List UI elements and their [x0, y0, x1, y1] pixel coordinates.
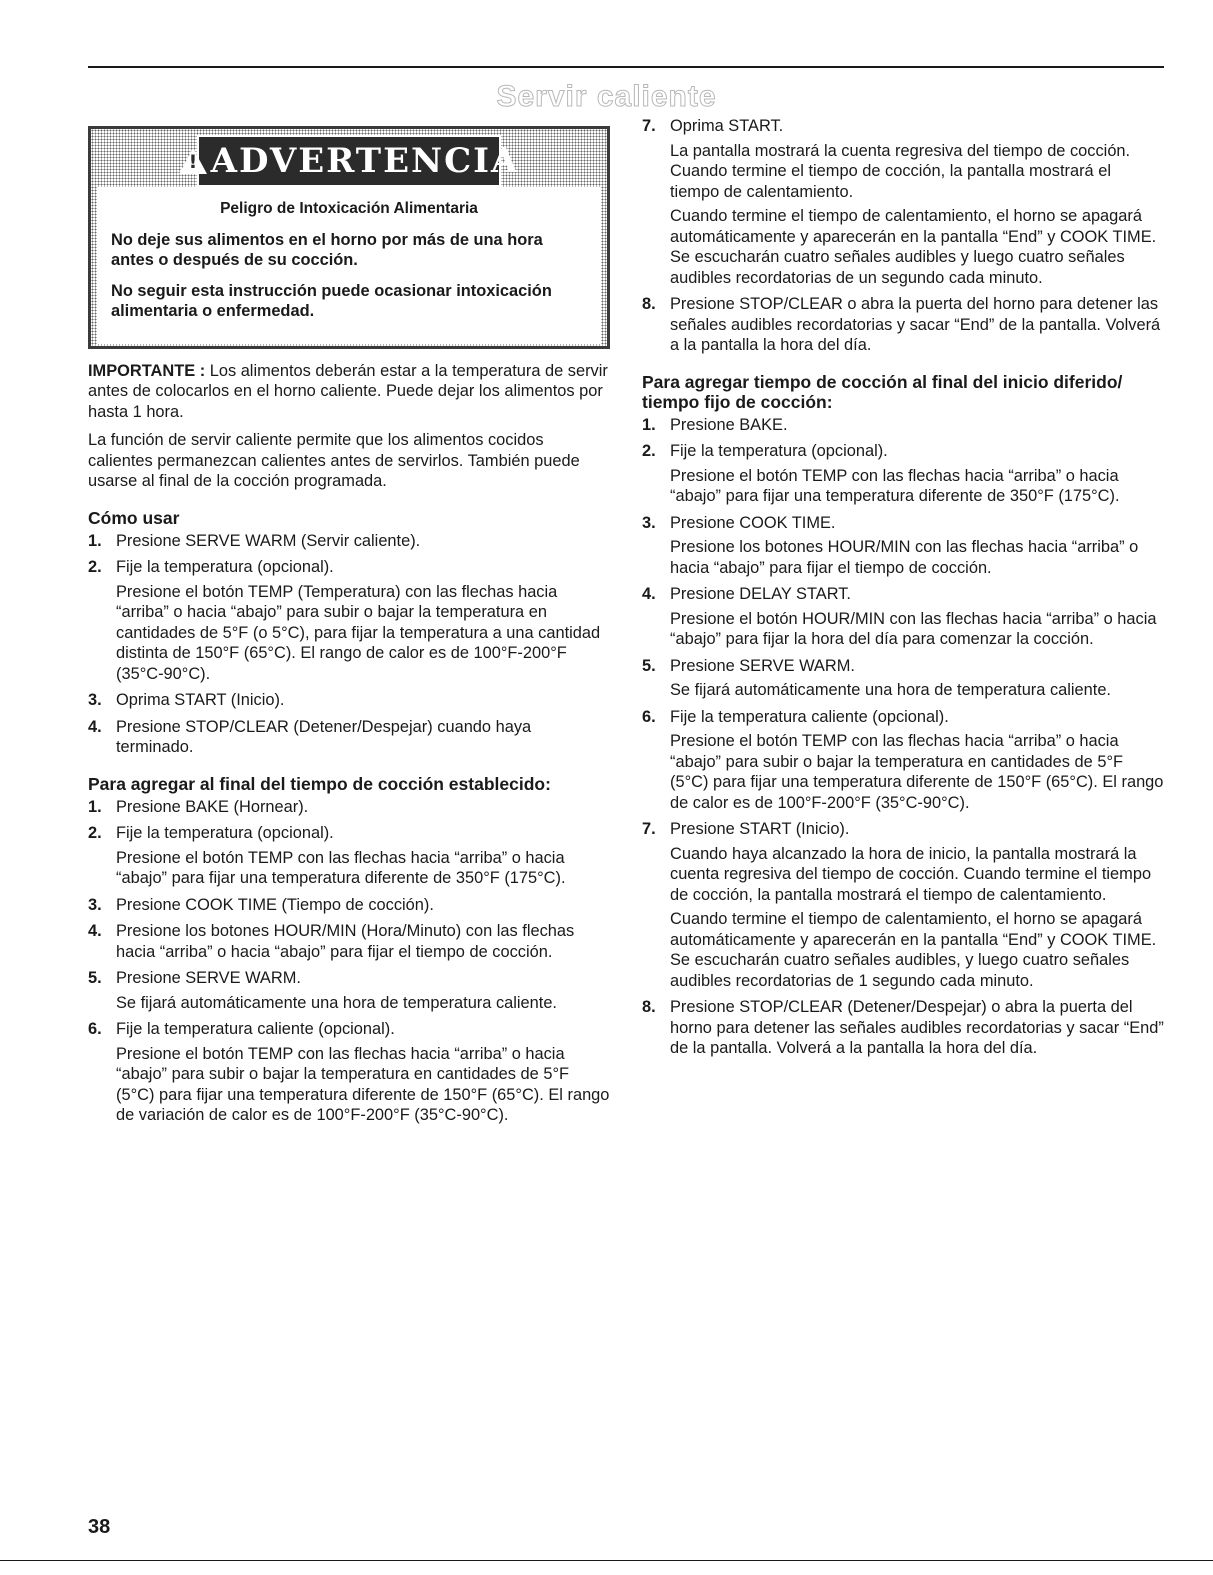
step-number: 1. [88, 531, 102, 550]
step-detail: Se fijará automáticamente una hora de temperatura caliente. [116, 993, 557, 1012]
step-number: 4. [642, 585, 656, 603]
list-item [88, 690, 610, 711]
step-detail: Presione el botón TEMP con las flechas hacia “arriba” o hacia “abajo” para fijar una temperatura diferente de 350°F (175°C). [670, 466, 1120, 505]
step-text: Presione los botones HOUR/MIN (Hora/Minuto) con las flechas hacia “arriba” o hacia “abajo” para fijar el tiempo de cocción. [116, 922, 575, 961]
list-item [642, 513, 1164, 579]
steps-list-inicio-diferido [642, 415, 1164, 1059]
step-number: 8. [642, 998, 656, 1016]
step-text: Oprima START (Inicio). [116, 691, 285, 709]
step-number: 7. [642, 117, 656, 135]
top-rule [88, 66, 1164, 68]
right-column [642, 116, 1164, 1065]
step-text: Oprima START. [670, 117, 784, 135]
step-text: Presione SERVE WARM (Servir caliente). [116, 531, 421, 550]
step-text: Presione STOP/CLEAR (Detener/Despejar) o abra la puerta del horno para detener las señales audibles recordatorias y sacar “End” de la pantalla. Volverá a la pantalla la hora del día. [670, 998, 1164, 1057]
list-item [88, 717, 610, 758]
step-text: Fije la temperatura (opcional). [116, 824, 334, 842]
step-number: 7. [642, 820, 656, 838]
step-text: Fije la temperatura (opcional). [116, 558, 334, 576]
step-number: 2. [642, 442, 656, 460]
list-item [88, 557, 610, 684]
step-text: Presione BAKE. [670, 415, 788, 434]
step-detail: Cuando termine el tiempo de calentamiento, el horno se apagará automáticamente y aparecerán en la pantalla “End” y COOK TIME. Se escucharán cuatro señales audibles y luego cuatro señales audibles recordatorias de un segundo cada minuto. [670, 207, 1157, 287]
list-item [642, 707, 1164, 814]
step-text: Presione STOP/CLEAR o abra la puerta del horno para detener las señales audibles recordatorias y sacar “End” de la pantalla. Volverá a la pantalla la hora del día. [670, 295, 1161, 354]
step-detail: La pantalla mostrará la cuenta regresiva del tiempo de cocción. Cuando termine el tiempo de cocción, la pantalla mostrará el tiempo de calentamiento. [670, 141, 1131, 201]
step-number: 2. [88, 824, 102, 842]
warning-text-1: No deje sus alimentos en el horno por más de una hora antes o después de su cocción. [111, 230, 543, 269]
section-heading-inicio-diferido: Para agregar tiempo de cocción al final del inicio diferido/ tiempo fijo de cocción: [642, 371, 1123, 412]
step-number: 3. [642, 513, 656, 532]
step-text: Presione DELAY START. [670, 585, 851, 603]
steps-list-final-tiempo-continued [642, 116, 1164, 356]
list-item [88, 895, 610, 916]
step-number: 1. [88, 797, 102, 816]
step-detail: Cuando haya alcanzado la hora de inicio, la pantalla mostrará la cuenta regresiva del tiempo de cocción. Cuando termine el tiempo de cocción, la pantalla mostrará el tiempo de calentamiento. [670, 844, 1152, 904]
list-item [642, 441, 1164, 507]
step-number: 3. [88, 691, 102, 709]
list-item [642, 819, 1164, 991]
page-title: Servir caliente [496, 80, 717, 113]
steps-list-final-tiempo [88, 797, 610, 1126]
warning-triangle-icon [179, 148, 207, 174]
list-item [642, 656, 1164, 701]
step-text: Presione BAKE (Hornear). [116, 797, 309, 816]
list-item [642, 584, 1164, 650]
list-item [88, 968, 610, 1013]
warning-box [88, 126, 610, 349]
list-item [88, 823, 610, 889]
warning-text-2: No seguir esta instrucción puede ocasionar intoxicación alimentaria o enfermedad. [111, 281, 552, 320]
list-item [88, 1019, 610, 1126]
list-item [642, 415, 1164, 436]
left-column [88, 112, 610, 1132]
list-item [642, 116, 1164, 288]
step-detail: Se fijará automáticamente una hora de temperatura caliente. [670, 681, 1111, 699]
list-item [88, 531, 610, 552]
warning-subtitle: Peligro de Intoxicación Alimentaria [220, 200, 478, 217]
step-text: Fije la temperatura caliente (opcional). [116, 1020, 395, 1038]
important-paragraph: IMPORTANTE : Los alimentos deberán estar a la temperatura de servir antes de colocarlos en el horno caliente. Puede dejar los alimentos por hasta 1 hora. [88, 361, 608, 421]
step-detail: Presione el botón TEMP con las flechas hacia “arriba” o hacia “abajo” para subir o bajar la temperatura en cantidades de 5°F (5°C) para fijar una temperatura diferente de 150°F (65°C). El rango de variación de calor es de 100°F-200°F (35°C-90°C). [116, 1044, 610, 1124]
step-number: 6. [642, 707, 656, 726]
step-number: 6. [88, 1020, 102, 1038]
step-detail: Presione el botón TEMP (Temperatura) con las flechas hacia “arriba” o hacia “abajo” para subir o bajar la temperatura en cantidades de 5°F (o 5°C), para fijar la temperatura a una cantidad distinta de 150°F (65°C). El rango de calor es de 100°F-200°F (35°C-90°C). [116, 582, 601, 683]
step-text: Presione COOK TIME (Tiempo de cocción). [116, 895, 434, 914]
step-text: Presione SERVE WARM. [670, 656, 855, 675]
step-number: 4. [88, 717, 102, 736]
step-number: 5. [88, 969, 102, 987]
step-number: 4. [88, 922, 102, 940]
step-detail: Presione los botones HOUR/MIN con las flechas hacia “arriba” o hacia “abajo” para fijar el tiempo de cocción. [670, 538, 1139, 577]
step-detail: Presione el botón TEMP con las flechas hacia “arriba” o hacia “abajo” para fijar una temperatura diferente de 350°F (175°C). [116, 848, 566, 887]
step-number: 1. [642, 415, 656, 434]
list-item [642, 294, 1164, 356]
step-detail: Cuando termine el tiempo de calentamiento, el horno se apagará automáticamente y aparecerán en la pantalla “End” y COOK TIME. Se escucharán cuatro señales audibles, y luego cuatro señales audibles recordatorias de 1 segundo cada minuto. [670, 910, 1157, 990]
step-number: 5. [642, 656, 656, 675]
step-text: Fije la temperatura caliente (opcional). [670, 707, 949, 726]
step-text: Presione COOK TIME. [670, 513, 836, 532]
bottom-rule [0, 1560, 1213, 1561]
section-heading-como-usar: Cómo usar [88, 507, 180, 528]
section-heading-final-tiempo: Para agregar al final del tiempo de cocción establecido: [88, 773, 551, 794]
step-number: 3. [88, 895, 102, 914]
list-item [88, 797, 610, 818]
step-text: Fije la temperatura (opcional). [670, 442, 888, 460]
intro-paragraph: La función de servir caliente permite que los alimentos cocidos calientes permanezcan calientes antes de servirlos. También puede usarse al final de la cocción programada. [88, 431, 580, 490]
steps-list-como-usar [88, 531, 610, 758]
warning-title: ! ADVERTENCIA [197, 135, 501, 187]
step-text: Presione STOP/CLEAR (Detener/Despejar) cuando haya terminado. [116, 717, 532, 756]
step-detail: Presione el botón HOUR/MIN con las flechas hacia “arriba” o hacia “abajo” para fijar la hora del día para comenzar la cocción. [670, 609, 1157, 648]
step-number: 2. [88, 558, 102, 576]
step-text: Presione SERVE WARM. [116, 969, 301, 987]
step-number: 8. [642, 295, 656, 313]
list-item [642, 997, 1164, 1059]
step-detail: Presione el botón TEMP con las flechas hacia “arriba” o hacia “abajo” para subir o bajar la temperatura en cantidades de 5°F (5°C) para fijar una temperatura diferente de 150°F (65°C). El rango de calor es de 100°F-200°F (35°C-90°C). [670, 732, 1164, 812]
page-number: 38 [88, 1516, 111, 1538]
list-item [88, 921, 610, 962]
step-text: Presione START (Inicio). [670, 820, 850, 838]
